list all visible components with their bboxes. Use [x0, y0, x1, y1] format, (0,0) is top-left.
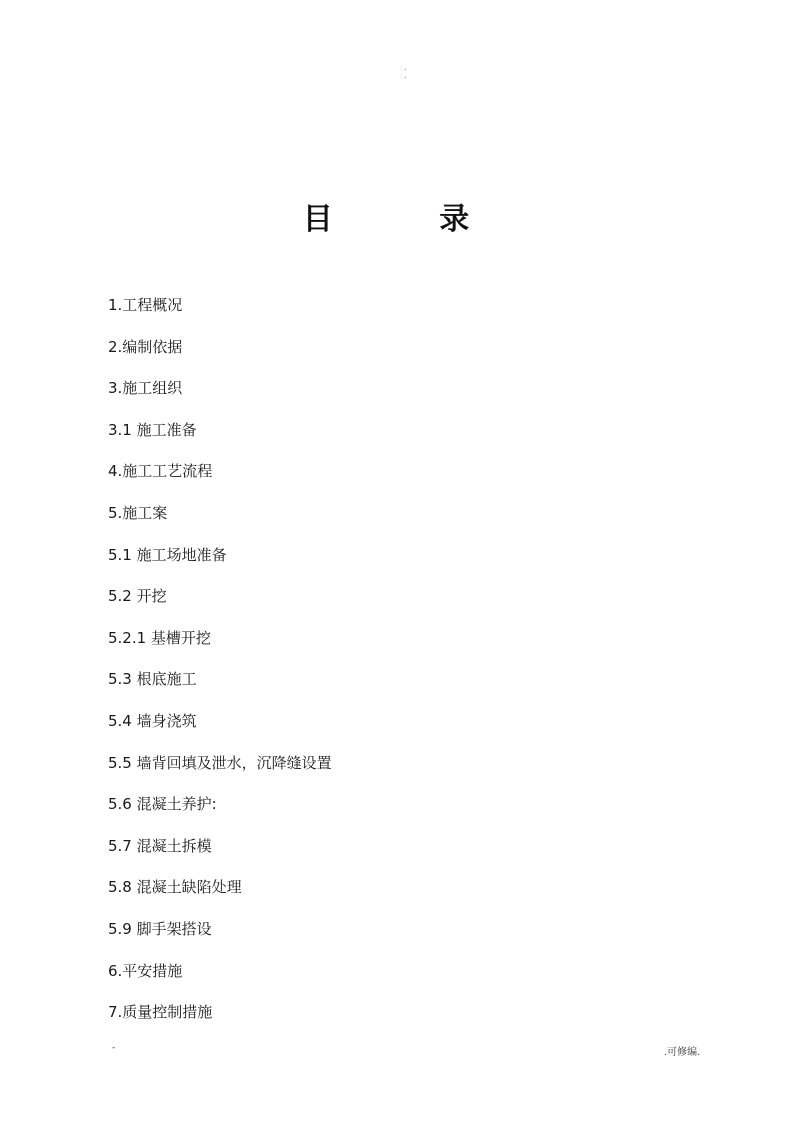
header-mark: . .: [404, 63, 407, 80]
toc-item[interactable]: 3.施工组织: [108, 379, 183, 398]
toc-item[interactable]: 4.施工工艺流程: [108, 462, 213, 481]
toc-item[interactable]: 1.工程概况: [108, 296, 183, 314]
toc-item[interactable]: 5.8 混凝土缺陷处理: [108, 878, 242, 897]
toc-item[interactable]: 5.6 混凝土养护:: [108, 795, 217, 814]
table-of-contents: [108, 293, 332, 1042]
toc-item[interactable]: 5.2.1 基槽开挖: [108, 628, 211, 647]
footer-left-mark: -: [112, 1043, 116, 1053]
toc-item[interactable]: 5.施工案: [108, 503, 168, 522]
footer-editable-note: .可修编.: [664, 1047, 701, 1058]
toc-item[interactable]: 5.3 根底施工: [108, 670, 197, 689]
toc-item[interactable]: 6.平安措施: [108, 961, 183, 980]
toc-item[interactable]: 5.5 墙背回填及泄水，沉降缝设置: [108, 753, 332, 772]
toc-item[interactable]: 5.7 混凝土拆模: [108, 836, 212, 855]
toc-item[interactable]: 5.4 墙身浇筑: [108, 711, 197, 730]
toc-item[interactable]: 3.1 施工准备: [108, 420, 197, 439]
page-title: 目 录: [302, 202, 518, 237]
toc-item[interactable]: 5.9 脚手架搭设: [108, 919, 212, 938]
toc-item[interactable]: 7.质量控制措施: [108, 1003, 213, 1022]
toc-item[interactable]: 2.编制依据: [108, 337, 183, 356]
toc-item[interactable]: 5.2 开挖: [108, 587, 167, 606]
toc-item[interactable]: 5.1 施工场地准备: [108, 545, 227, 564]
